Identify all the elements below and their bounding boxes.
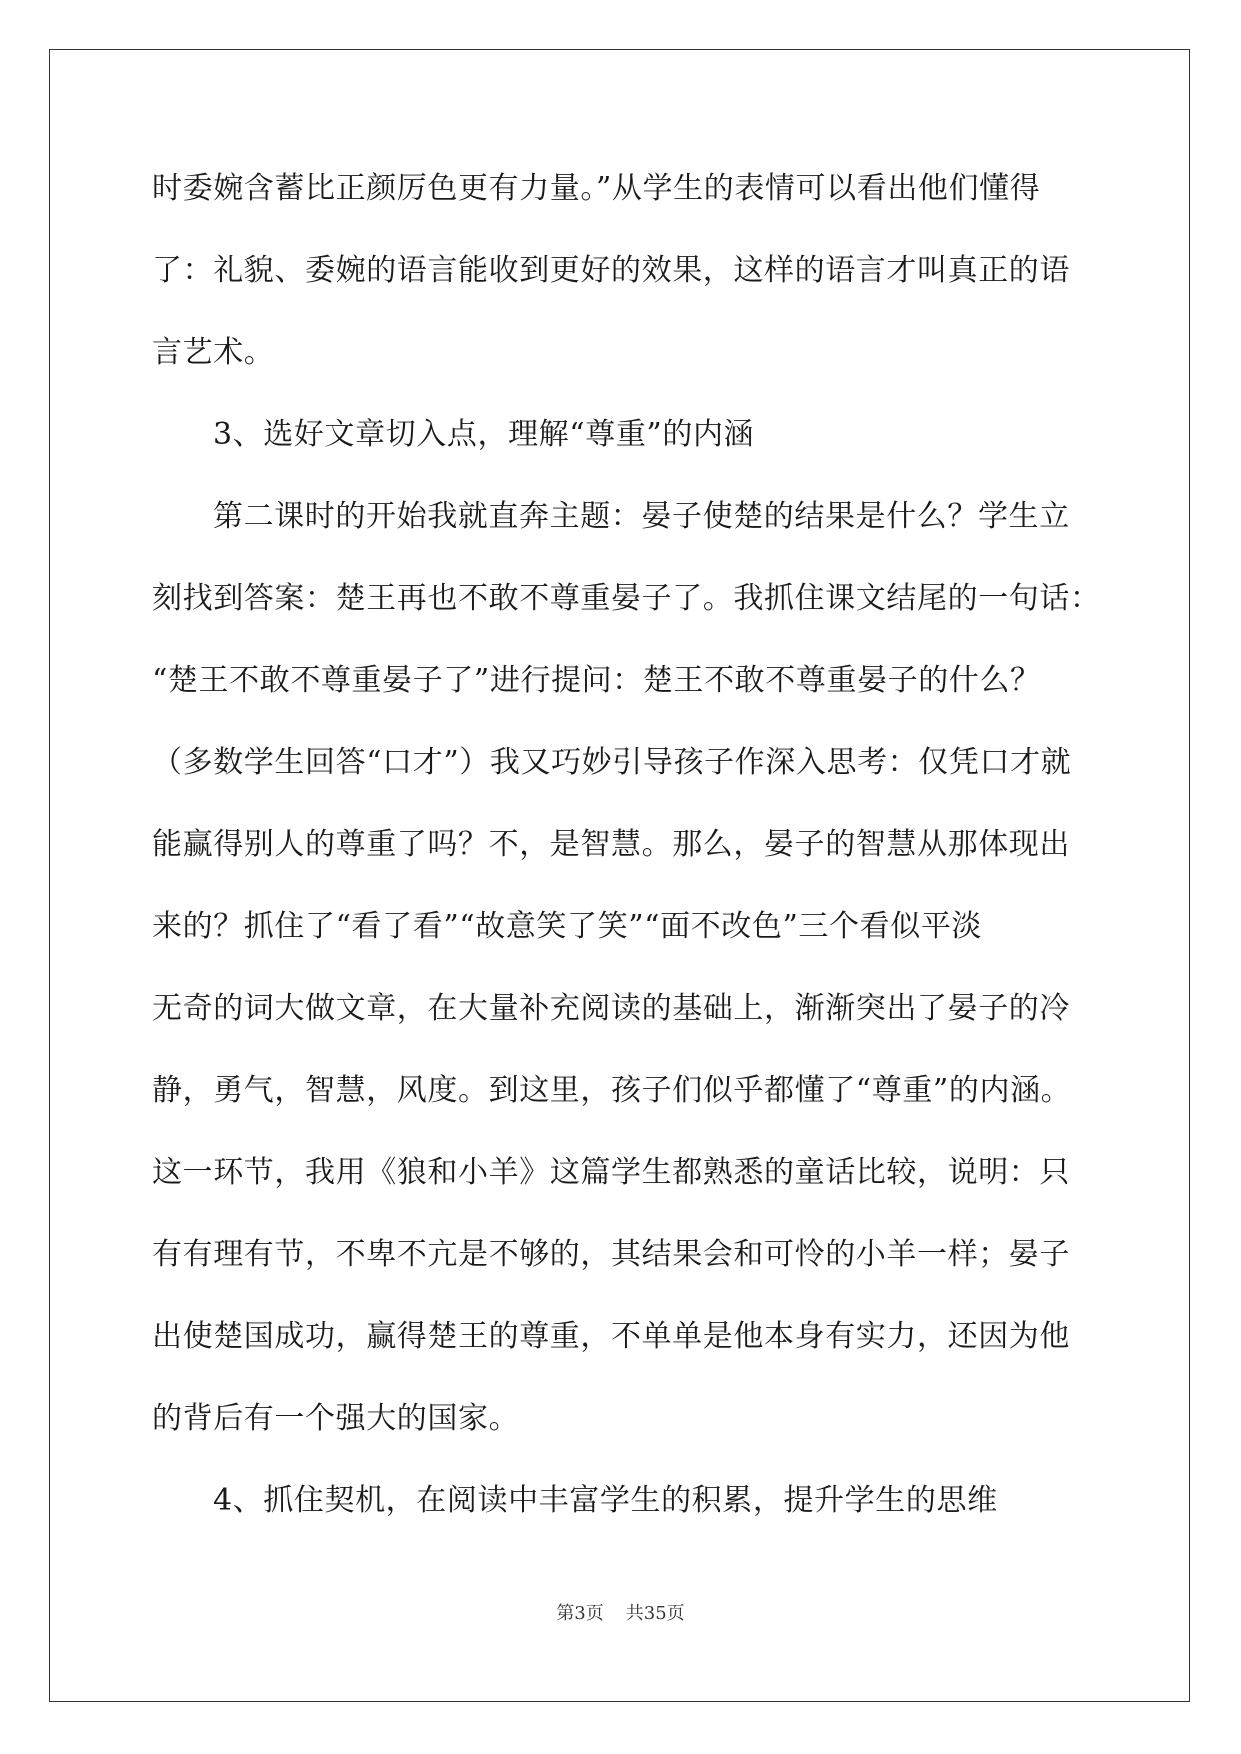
text-line: 有有理有节，不卑不亢是不够的，其结果会和可怜的小羊一样；晏子 bbox=[152, 1237, 1070, 1272]
page-footer bbox=[0, 1599, 1241, 1625]
text-line: 了：礼貌、委婉的语言能收到更好的效果，这样的语言才叫真正的语 bbox=[152, 253, 1070, 288]
text-line: 静，勇气，智慧，风度。到这里，孩子们似乎都懂了“尊重”的内涵。 bbox=[152, 1073, 1072, 1108]
page-total: 共35页 bbox=[625, 1603, 685, 1624]
text-line: 出使楚国成功，赢得楚王的尊重，不单单是他本身有实力，还因为他 bbox=[152, 1319, 1070, 1354]
text-line: 无奇的词大做文章，在大量补充阅读的基础上，渐渐突出了晏子的冷 bbox=[152, 991, 1070, 1026]
text-line: （多数学生回答“口才”）我又巧妙引导孩子作深入思考：仅凭口才就 bbox=[152, 745, 1072, 780]
text-line: “楚王不敢不尊重晏子了”进行提问：楚王不敢不尊重晏子的什么？ bbox=[152, 663, 1041, 698]
text-line: 来的？抓住了“看了看”“故意笑了笑”“面不改色”三个看似平淡 bbox=[152, 909, 983, 944]
paragraph-first-line: 第二课时的开始我就直奔主题：晏子使楚的结果是什么？学生立 bbox=[213, 499, 1070, 534]
document-body bbox=[152, 157, 1101, 1551]
text-line: 言艺术。 bbox=[152, 335, 275, 370]
text-line: 时委婉含蓄比正颜厉色更有力量。”从学生的表情可以看出他们懂得 bbox=[152, 171, 1041, 206]
page-number: 第3页 bbox=[556, 1603, 604, 1624]
section-heading: 4、抓住契机，在阅读中丰富学生的积累，提升学生的思维 bbox=[213, 1483, 998, 1518]
section-heading: 3、选好文章切入点，理解“尊重”的内涵 bbox=[213, 417, 755, 452]
text-line: 这一环节，我用《狼和小羊》这篇学生都熟悉的童话比较，说明：只 bbox=[152, 1155, 1070, 1190]
text-line: 的背后有一个强大的国家。 bbox=[152, 1401, 520, 1436]
text-line: 能赢得别人的尊重了吗？不，是智慧。那么，晏子的智慧从那体现出 bbox=[152, 827, 1070, 862]
text-line: 刻找到答案：楚王再也不敢不尊重晏子了。我抓住课文结尾的一句话： bbox=[152, 581, 1101, 616]
